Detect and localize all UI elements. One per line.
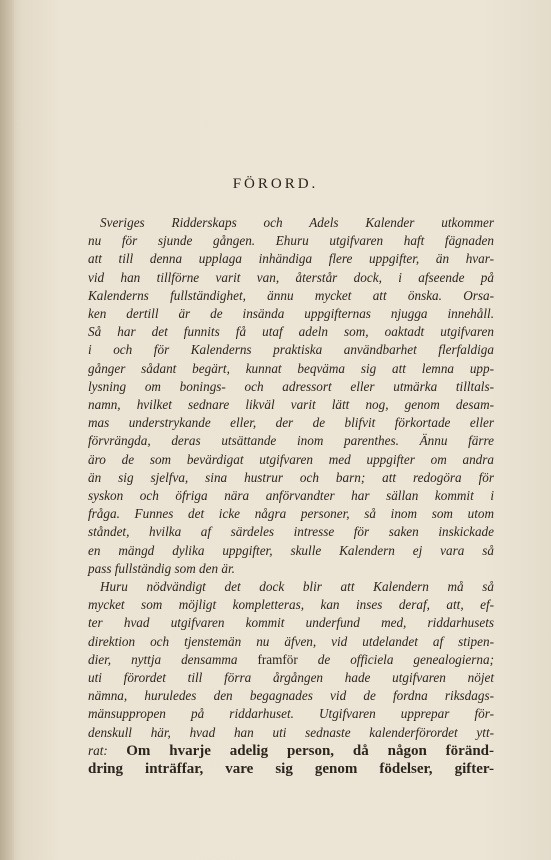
text-line: nu för sjunde gången. Ehuru utgifvaren haft fägnaden <box>88 233 494 249</box>
text-line: Så har det funnits få utaf adeln som, oaktadt utgifvaren <box>88 324 494 340</box>
text-line: i och för Kalenderns praktiska användbarhet flerfaldiga <box>88 342 494 358</box>
bold-text-line: dring inträffar, vare sig genom födelser, gifter- <box>88 761 494 778</box>
text-line: ken dertill är de insända uppgifternas njugga innehåll. <box>88 306 494 322</box>
text-line: namn, hvilket sednare likväl varit lätt nog, genom desam- <box>88 397 494 413</box>
text-line: att till denna upplaga inhändiga flere uppgifter, än hvar- <box>88 251 494 267</box>
text-line: äro de som bevärdigat utgifvaren med uppgifter om andra <box>88 451 494 467</box>
foreword-text <box>88 214 494 778</box>
text-run-italic: rat: <box>88 742 127 758</box>
page-title: FÖRORD. <box>232 176 319 192</box>
book-spine-shadow <box>0 0 14 860</box>
text-line: ståndet, hvilka af särdeles intresse för saken inskickade <box>88 524 494 540</box>
text-run-bold: Om hvarje adelig person, då någon föränd- <box>126 742 494 759</box>
text-line: mänsuppropen på riddarhuset. Utgifvaren upprepar för- <box>88 706 494 722</box>
text-line-mixed <box>88 742 494 760</box>
text-line: förvrängda, deras utsättande inom parenthes. Ännu färre <box>88 433 494 449</box>
text-line: syskon och öfriga nära anförvandter har sällan kommit i <box>88 488 494 504</box>
text-line: nämna, huruledes den begagnades vid de fordna riksdags- <box>88 688 494 704</box>
text-line: mas understrykande eller, der de blifvit förkortade eller <box>88 415 494 431</box>
text-line: gånger sådant begärt, kunnat beqväma sig att lemna upp- <box>88 360 494 376</box>
text-line: mycket som möjligt kompletteras, kan inses deraf, att, ef- <box>88 597 494 613</box>
text-line: denskull här, hvad han uti sednaste kalenderförordet ytt- <box>88 724 494 740</box>
text-line: direktion och tjenstemän nu äfven, vid utdelandet af stipen- <box>88 633 494 649</box>
text-line: Kalenderns fullständighet, ännu mycket att önska. Orsa- <box>88 287 494 303</box>
text-line: Huru nödvändigt det dock blir att Kalendern må så <box>100 579 494 595</box>
text-line: ter hvad utgifvaren kommit underfund med, riddarhusets <box>88 615 494 631</box>
text-line: dier, nyttja densamma framför de officiela genealogierna; <box>88 651 494 667</box>
text-line: uti förordet till förra årgången hade utgifvaren nöjet <box>88 670 494 686</box>
text-line: fråga. Funnes det icke några personer, så inom som utom <box>88 506 494 522</box>
text-line: vid han tillförne varit van, återstår dock, i afseende på <box>88 269 494 285</box>
text-line: pass fullständig som den är. <box>88 560 235 576</box>
text-line: Sveriges Ridderskaps och Adels Kalender utkommer <box>100 215 494 230</box>
text-line: än sig sjelfva, sina hustrur och barn; att redogöra för <box>88 469 494 485</box>
text-line: en mängd dylika uppgifter, skulle Kalendern ej vara så <box>88 542 494 558</box>
text-line: lysning om bonings- och adressort eller utmärka tilltals- <box>88 378 494 394</box>
bold-text-block <box>88 760 494 778</box>
